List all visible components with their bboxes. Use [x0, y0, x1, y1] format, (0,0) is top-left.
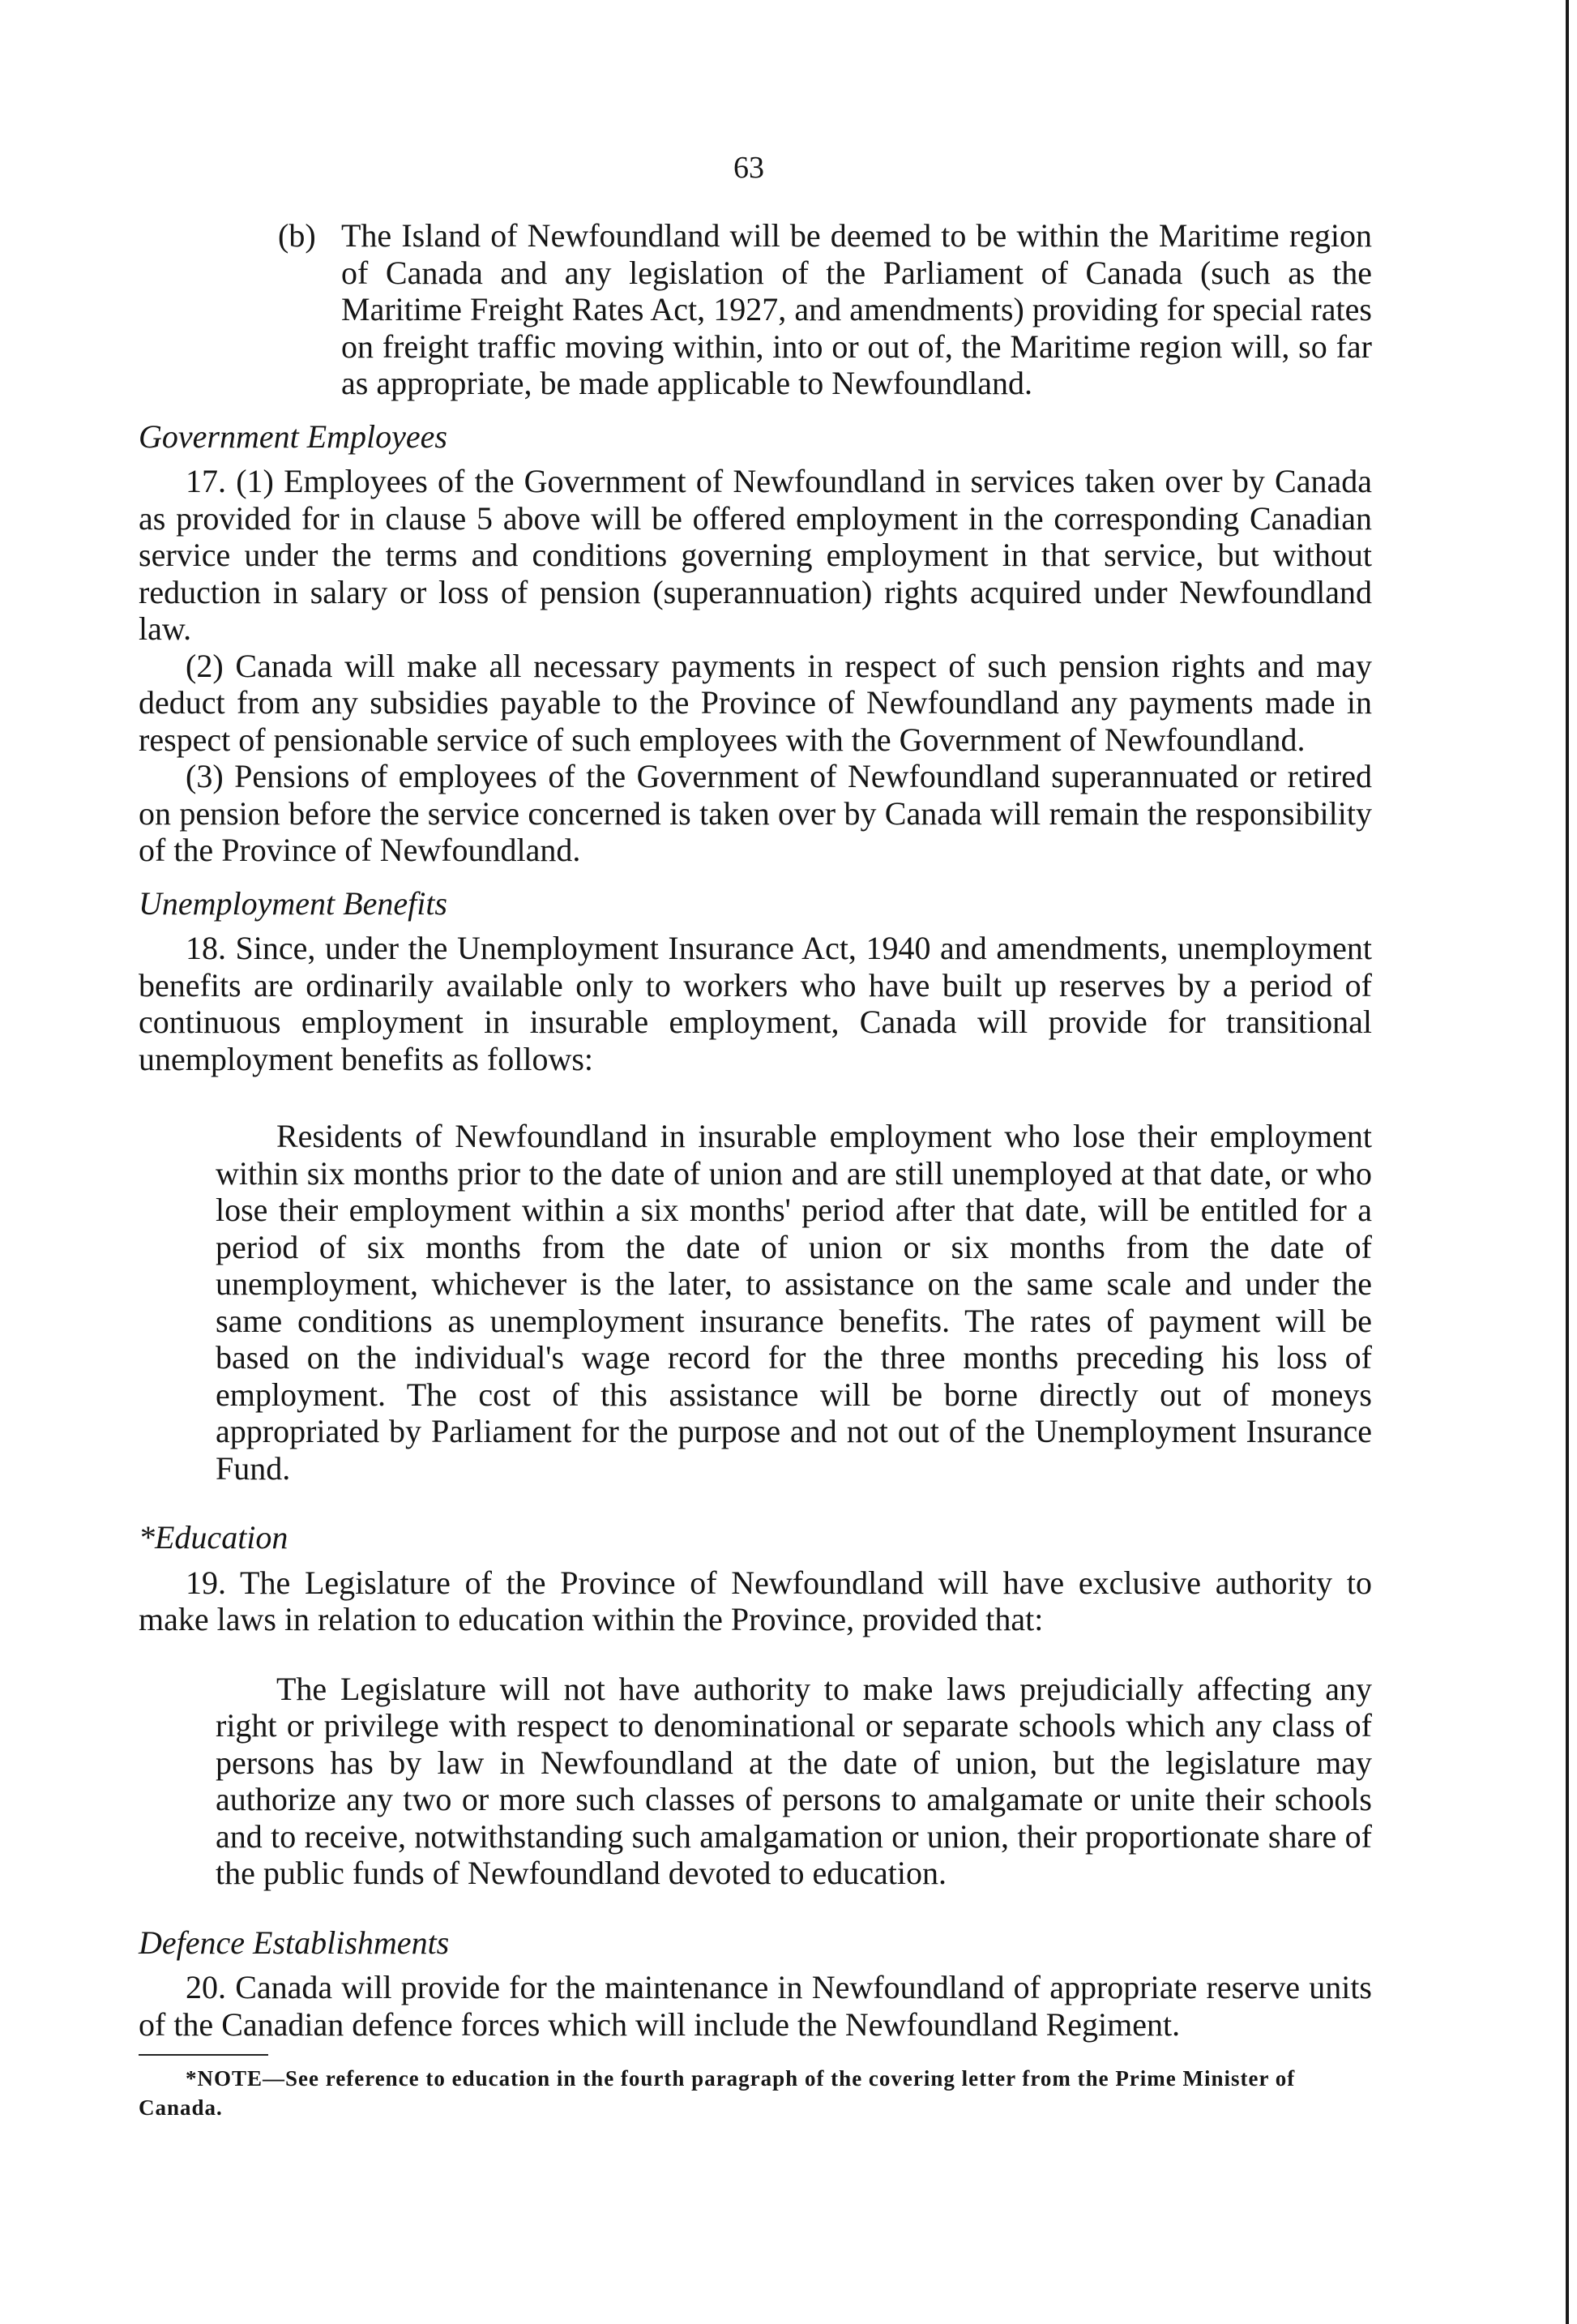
paragraph-17-3: (3) Pensions of employees of the Government of Newfoundland superannuated or retired on pension before the service concerned is taken over by Canada will remain the responsibility of the Province of Newfoundland.: [139, 758, 1372, 868]
spacer: [139, 1077, 1372, 1085]
quote-transitional-benefits: Residents of Newfoundland in insurable employment who lose their employment within six months prior to the date of union and are still unemployed at that date, or who lose their employment within a six months' period after that date, will be entitled for a period of six months from the date of union or six months from the date of unemployment, whichever is the later, to assistance on the same scale and under the same conditions as unemployment insurance benefits. The rates of payment will be based on the individual's wage record for the three months preceding his loss of employment. The cost of this assistance will be borne directly out of moneys appropriated by Parliament for the purpose and not out of the Unemployment Insurance Fund.: [216, 1118, 1372, 1487]
paragraph-17-1: 17. (1) Employees of the Government of Newfoundland in services taken over by Canada as provided for in clause 5 above will be offered employment in the corresponding Canadian service under the terms and conditions governing employment in that service, but without reduction in salary or loss of pension (superannuation) rights acquired under Newfoundland law.: [139, 463, 1372, 647]
clause-b: [139, 217, 1372, 402]
page-body: [139, 209, 1372, 2122]
footnote: *NOTE—See reference to education in the fourth paragraph of the covering letter from the Prime Minister of Canada.: [139, 2066, 1296, 2120]
heading-defence-establishments: Defence Establishments: [139, 1924, 450, 1961]
page-number: 63: [733, 151, 764, 185]
paragraph-19: 19. The Legislature of the Province of Newfoundland will have exclusive authority to make laws in relation to education within the Province, provided that:: [139, 1564, 1372, 1637]
paragraph-20: 20. Canada will provide for the maintenance in Newfoundland of appropriate reserve units of the Canadian defence forces which will include the Newfoundland Regiment.: [139, 1969, 1372, 2043]
heading-government-employees: Government Employees: [139, 417, 447, 455]
clause-b-text: The Island of Newfoundland will be deemed to be within the Maritime region of Canada and any legislation of the Parliament of Canada (such as the Maritime Freight Rates Act, 1927, and amendments) providing for special rates on freight traffic moving within, into or out of, the Maritime region will, so far as appropriate, be made applicable to Newfoundland.: [341, 217, 1372, 401]
footnote-rule: [139, 2054, 268, 2056]
heading-education: *Education: [139, 1519, 288, 1556]
quote-education-proviso: The Legislature will not have authority to make laws prejudicially affecting any right or privilege with respect to denominational or separate schools which any class of persons has by law in Newfoundland at the date of union, but the legislature may authorize any two or more such classes of persons to amalgamate or unite their schools and to receive, notwithstanding such amalgamation or union, their proportionate share of the public funds of Newfoundland devoted to education.: [216, 1670, 1372, 1891]
heading-unemployment-benefits: Unemployment Benefits: [139, 884, 447, 922]
paragraph-18: 18. Since, under the Unemployment Insurance Act, 1940 and amendments, unemployment benefits are ordinarily available only to workers who have built up reserves by a period of continuous employment in insurable employment, Canada will provide for transitional unemployment benefits as follows:: [139, 930, 1372, 1077]
page-edge-line: [1566, 0, 1569, 2324]
paragraph-17-2: (2) Canada will make all necessary payments in respect of such pension rights and may deduct from any subsidies payable to the Province of Newfoundland any payments made in respect of pensionable service of such employees with the Government of Newfoundland.: [139, 647, 1372, 758]
clause-b-label: (b): [278, 217, 316, 254]
